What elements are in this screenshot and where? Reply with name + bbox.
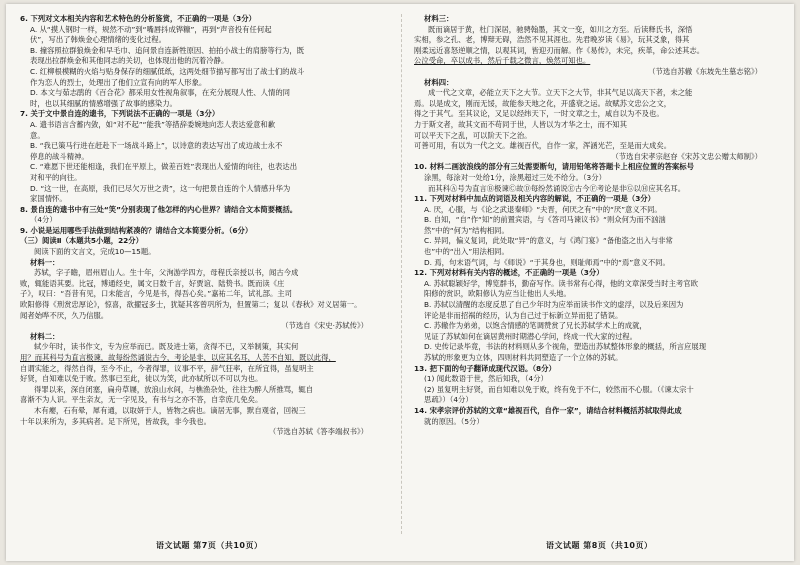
q7-option-c-cont: 对和平的向往。 [30, 172, 82, 182]
q12-option-b-cont: 评论是非而招祸的经历，认为自己过于标新立异而犯了错误。 [424, 310, 623, 320]
q6-option-d: D. 本文与茹志鹃的《百合花》都采用女性视角叙事，在充分展现人性、人情的同 [30, 88, 291, 98]
material-3-line: 公泣受命，卒以成书，然后千载之微言，焕然可知也。 [414, 56, 591, 66]
question-14-stem: 14. 宋孝宗评价苏轼的文章“雄视百代，自作一家”，请结合材料概括苏轼取得此成 [414, 405, 682, 415]
question-8-score: （4分） [30, 215, 57, 225]
q11-option-d: D. 焉，句末语气词，与《师说》“于其身也，则耻师焉”中的“焉”意义不同。 [424, 257, 670, 267]
page-divider [401, 14, 402, 534]
q12-option-d: D. 史传记录毕竟，书法的材料则从多个视角，塑造出苏轼整体形象的概括，所言应展现 [424, 342, 707, 352]
q6-option-a-cont: 伏”，写出了韩焕金心理情绪的变化过程。 [30, 35, 166, 45]
q12-option-c: C. 苏辙作为弟弟，以饱含情感的笔调赞赏了兄长苏轼学术上的成就， [424, 321, 647, 331]
material-4-line: 可善可用，有以为一代之文。雄视百代，自作一家，浑涵光芒，至是而大成矣。 [414, 141, 672, 151]
question-12-stem: 12. 下列对材料有关内容的概述，不正确的一项是（3分） [414, 268, 604, 278]
q7-option-b-cont: 停息的战斗精神。 [30, 151, 89, 161]
q13-item-2: (2) 虽复明主好贤，而自知难以免于败，终有免于不仁，较然而不心服。（《谏太宗十 [424, 384, 694, 394]
material-2-line: 喜渐不为人识。平生亲友，无一字见及，有书与之亦不答，自幸庶几免矣。 [20, 395, 263, 405]
material-3-line: 实相，参之孔、老，博辩无碍，浩然不见其涯也。先君晚岁读《易》，玩其爻象，得其 [414, 35, 690, 45]
material-2-line: 木有瘿，石有晕，犀有通，以取妍于人，皆物之病也。谪居无事，默自观省，回视三 [34, 405, 306, 415]
question-13-stem: 13. 把下面的句子翻译成现代汉语。（8分） [414, 363, 556, 373]
question-6-stem: 6. 下列对文本相关内容和艺术特色的分析鉴赏，不正确的一项是（3分） [20, 14, 256, 23]
material-2-line: 得罪以来，深自闭塞，扁舟草屦，放浪山水间，与樵渔杂处，往往为醉人所推骂，辄自 [34, 384, 314, 394]
q12-option-d-cont: 苏轼的形象更为立体，四则材料共同塑造了一个立体的苏轼。 [424, 353, 623, 362]
material-4-title: 材料四： [424, 77, 454, 87]
q11-option-b: B. 自知，“自”作“知”的前置宾语，与《答司马谏议书》“则众何为而不汹汹 [424, 215, 666, 225]
material-4-line: 可以平天下之乱，可以阶天下之治。 [414, 130, 532, 140]
q12-option-b: B. 苏轼以清醒的态度反思了自己少年时为应举而读书作文的虚浮，以及后来因为 [424, 300, 684, 310]
q7-option-c: C. “难愿下世还能相逢，我们在平原上，做差百姓”表现出人爱情的向往，也表达出 [30, 162, 298, 172]
page-footer-right: 语文试题 第8页（共10页） [546, 541, 653, 550]
material-1-line: 子》，叹曰：“吾昔有见，口未能言，今见是书，得吾心矣。”嘉祐二年，试礼部。主司 [20, 289, 292, 299]
material-2-line: 十年以来所为，多其病者。足下所见，皆故我，非今我也。 [20, 416, 211, 426]
exam-sheet [6, 4, 794, 561]
q11-option-a: A. 厌，心服，与《论之武退秦师》“夫晋，何厌之有”中的“厌”意义不同。 [424, 204, 662, 214]
question-7-stem: 7. 关于文中景自连的遗书，下列说法不正确的一项是（3分） [20, 109, 220, 119]
q7-option-a: A. 遗书语言含蓄内敛，如“对不起”“能我”等措辞委婉地向恋人表达爱意和歉 [30, 119, 276, 129]
material-2-line: 自谓实能之，得然自得，至今不止，今者得罪，议事不平，辞气狂率，在所宜得，虽复明主 [20, 363, 314, 373]
material-3-line: 既而谪居于黄，杜门深居，驰骋翰墨，其文一变，如川之方至。后读释氏书，深悟 [428, 24, 693, 34]
material-2-line: 好贤，自知难以免于败。然事已至此，徒以为笑，此亦轼所以不可以为也。 [20, 374, 263, 384]
material-2-line: 轼少年时，读书作文，专为应举而已。既及进士第，贪得不已，又举制策，其实何 [34, 342, 299, 352]
question-9-stem: 9. 小说是运用哪些手法做到结构紧凑的？请结合文本简要分析。（6分） [20, 225, 253, 235]
material-4-line: 力于斯文者，故其文而不苟同于世，人皆以为才华之士，而不知其 [414, 119, 627, 129]
q7-option-d: D. “这一世，在高原，我们已尽欠万世之责”，这一句把景自连的个人情感升华为 [30, 183, 291, 193]
section-3-instructions: 阅读下面的文言文，完成10—15题。 [34, 247, 156, 257]
q6-option-c: C. 红柳根模糊的火焰与贴身保存的细腻低纸，这两处细节描写都写出了战士们的战斗 [30, 66, 305, 76]
material-4-source: （节选自宋孝宗赵昚《宋苏文忠公赠太师制》） [611, 151, 762, 161]
q7-option-b: B. “我已策马行进在赶赴下一场战斗路上”，以诗意的表达写出了成边战士永不 [30, 141, 283, 151]
q12-option-a-cont: 阳修的赏识，欧阳修认为应当让他出人头地。 [424, 289, 571, 299]
page-footer-left: 语文试题 第7页（共10页） [156, 541, 263, 550]
q6-option-c-cont: 作为恋人的烈士，处理出了他们立宣有向的军人形象。 [30, 77, 207, 87]
q11-option-c: C. 异同，偏义复词，此处取“异”的意义，与《鸿门宴》“备他盗之出入与非常 [424, 236, 673, 246]
material-1-source: （节选自《宋史·苏轼传》） [281, 321, 368, 331]
q11-option-b-cont: 然”中的“何为”结构相同。 [424, 225, 509, 235]
material-4-line: 得之于其气。至其议论，又足以经纬天下，一时文章之士，咸自以为不及也。 [414, 109, 664, 119]
material-1-line: 败，辄能语其要。比冠，博通经史，属文日数千言，好贾谊、陆贽书。既而读《庄 [20, 278, 285, 288]
material-1-line: 欧阳修得《刑赏忠厚论》，惊喜，欲擢冠多士，犹疑其客曾巩所为，但置第二；复以《春秋》对义居第一。 [20, 300, 362, 310]
material-2-source: （节选自苏轼《答李端叔书》） [268, 427, 368, 437]
q6-option-b-cont: 表现出拉群焕金和其他同志的关切，也体现出他的沉着冷静。 [30, 56, 229, 66]
left-page [20, 14, 372, 534]
question-14-stem-cont: 就的原因。（5分） [424, 416, 484, 426]
material-1-line: 闻者始哗不厌，久乃信服。 [20, 310, 109, 320]
material-2-wavy-line: 用？而其科号为直言极谏，故每纷然诵说古今，考论是非，以应其名耳，人苦不自知，既以此得， [20, 353, 336, 362]
q13-item-1: (1) 闻此数语于世，然后知我，（4分） [424, 374, 548, 384]
q13-item-2-cont: 思疏》）（4分） [424, 395, 473, 405]
q6-option-d-cont: 时，也以其细腻的情感增强了故事的感染力。 [30, 98, 177, 108]
material-3-source: （节选自苏辙《东坡先生墓志铭》） [648, 66, 762, 76]
material-4-line: 焉。以是成文，刚而无馁，故能参天地之化，开盛衰之运。故赋苏文忠公之文， [414, 98, 672, 108]
material-3-title: 材料三： [424, 14, 454, 23]
question-10-stem: 10. 材料二画波浪线的部分有三处需要断句，请用铅笔将答题卡上相应位置的答案标号 [414, 162, 694, 172]
q11-option-c-cont: 也”中的“出入”用法相同。 [424, 247, 509, 257]
material-2-title: 材料二： [30, 331, 60, 341]
material-1-title: 材料一： [30, 257, 60, 267]
question-8-stem: 8. 景自连的遗书中有三处“笑”分别表现了他怎样的内心世界？请结合文本简要概括。 [20, 204, 298, 214]
q7-option-a-cont: 意。 [30, 130, 45, 140]
question-11-stem: 11. 下列对材料中加点的词语及相关内容的解说，不正确的一项是（3分） [414, 194, 655, 204]
q7-option-d-cont: 家国情怀。 [30, 194, 67, 204]
q12-option-c-cont: 见证了苏轼如何在谪居黄州时期潜心学问，终成一代大家的过程。 [424, 331, 637, 341]
q6-option-b: B. 撞容照拉群狼焕金和早毛巾、追问景自连新牲原因、拍拍小战士的肩膀等行为，既 [30, 45, 305, 55]
question-10-stem-cont: 涂黑，每涂对一处给1分，涂黑超过三处不给分。（3分） [424, 172, 606, 182]
q12-option-a: A. 苏轼聪颖好学，博览群书，勤奋写作。读书常有心得，他的文章深受当时主考官欧 [424, 278, 698, 288]
material-1-line: 苏轼，字子瞻，眉州眉山人。生十年，父洵游学四方，母程氏亲授以书，闻古今成 [34, 268, 299, 278]
section-3-heading: （三）阅读Ⅱ（本题共5小题，22分） [20, 236, 143, 246]
right-page [414, 14, 766, 534]
q6-option-a: A. 从“摸人钢时一样，规然不动”到“嘴唇抖成铧糠”，再到“声音投有任何起 [30, 24, 272, 34]
material-3-line: 刚柔远近喜怒逆顺之情，以观其词，皆迎刃而解。作《易传》，未完，疾革，命公述其志。 [414, 45, 705, 55]
material-4-line: 成一代之文章，必能立天下之大节。立天下之大节，非其气足以高天下者，未之能 [428, 88, 693, 98]
question-10-sentence: 而其科Ⓐ号为直言Ⓑ极谏Ⓒ故Ⓓ每纷然诵说Ⓔ古今Ⓕ考论是非Ⓖ以Ⓗ应其名耳。 [428, 183, 686, 193]
